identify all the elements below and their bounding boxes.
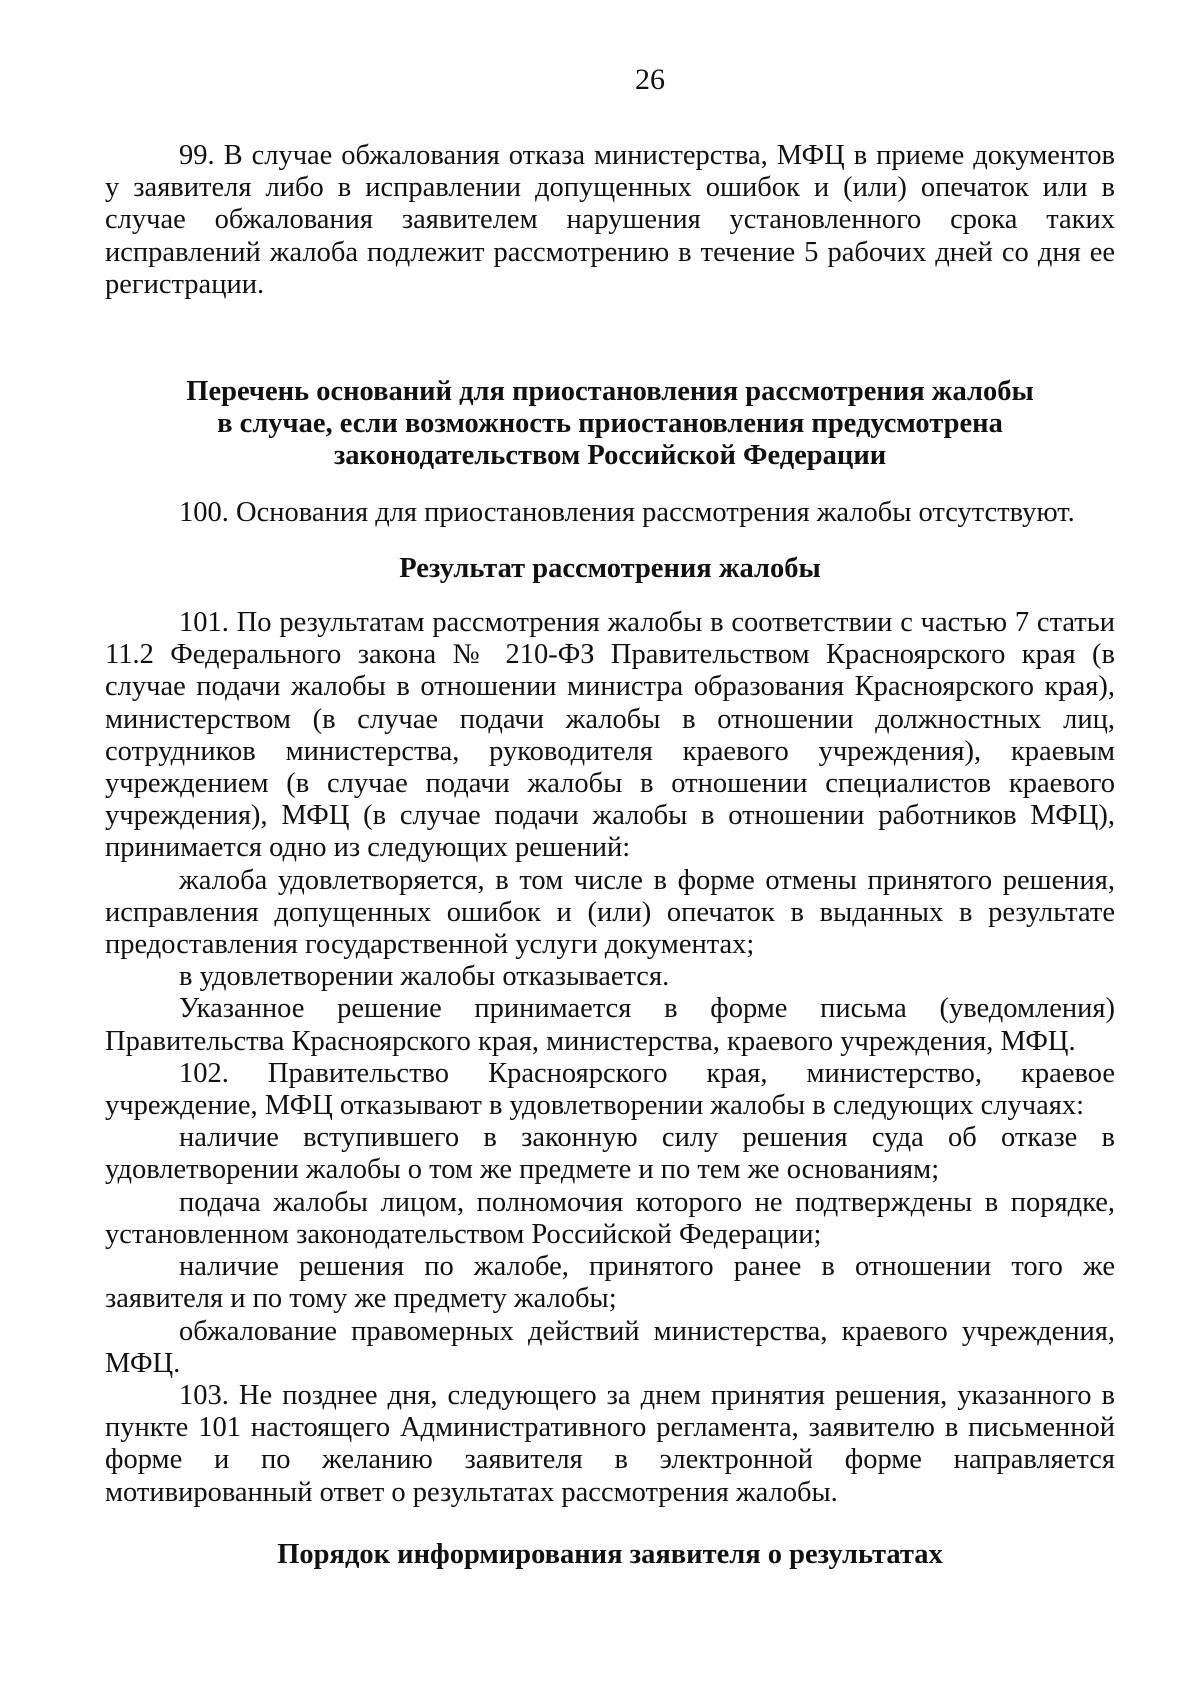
paragraph-decision-refused: в удовлетворении жалобы отказывается. (179, 961, 670, 993)
paragraph-refusal-case-prior-decision: наличие решения по жалобе, принятого ранее в отношении того же заявителя и по тому же предмету жалобы; (105, 1251, 1115, 1315)
paragraph-99: 99. В случае обжалования отказа министерства, МФЦ в приеме документов у заявителя либо в исправлении допущенных ошибок и (или) опечаток или в случае обжалования заявителем нарушения установленного срока таких исправлений жалоба подлежит рассмотрению в течение 5 рабочих дней со дня ее регистрации. (105, 140, 1115, 300)
paragraph-refusal-case-lawful-actions: обжалование правомерных действий министерства, краевого учреждения, МФЦ. (105, 1315, 1115, 1379)
paragraph-decision-form: Указанное решение принимается в форме письма (уведомления) Правительства Красноярского края, министерства, краевого учреждения, МФЦ. (105, 993, 1115, 1057)
paragraph-101: 101. По результатам рассмотрения жалобы в соответствии с частью 7 статьи 11.2 Федерального закона № 210-ФЗ Правительством Красноярского края (в случае подачи жалобы в отношении министра образования Красноярского края), министерством (в случае подачи жалобы в отношении должностных лиц, сотрудников министерства, руководителя краевого учреждения), краевым учреждением (в случае подачи жалобы в отношении специалистов краевого учреждения), МФЦ (в случае подачи жалобы в отношении работников МФЦ), принимается одно из следующих решений: (105, 607, 1115, 864)
paragraph-refusal-case-authority: подача жалобы лицом, полномочия которого не подтверждены в порядке, установленном законодательством Российской Федерации; (105, 1186, 1115, 1250)
document-body (105, 140, 1115, 1571)
heading-complaint-result: Результат рассмотрения жалобы (399, 552, 821, 584)
heading-line: в случае, если возможность приостановления предусмотрена (217, 408, 1003, 440)
paragraph-decision-satisfied: жалоба удовлетворяется, в том числе в форме отмены принятого решения, исправления допущенных ошибок и (или) опечаток в выданных в результате предоставления государственной услуги документах; (105, 864, 1115, 961)
heading-suspension-grounds (105, 376, 1115, 473)
paragraph-100: 100. Основания для приостановления рассмотрения жалобы отсутствуют. (179, 496, 1075, 528)
heading-line: Перечень оснований для приостановления рассмотрения жалобы (186, 376, 1034, 408)
page-number: 26 (635, 63, 665, 96)
paragraph-102: 102. Правительство Красноярского края, министерство, краевое учреждение, МФЦ отказывают в удовлетворении жалобы в следующих случаях: (105, 1057, 1115, 1122)
paragraph-refusal-case-court: наличие вступившего в законную силу решения суда об отказе в удовлетворении жалобы о том же предмете и по тем же основаниям; (105, 1122, 1115, 1186)
heading-line: законодательством Российской Федерации (333, 440, 887, 472)
paragraph-103: 103. Не позднее дня, следующего за днем принятия решения, указанного в пункте 101 настоящего Административного регламента, заявителю в письменной форме и по желанию заявителя в электронной форме направляется мотивированный ответ о результатах рассмотрения жалобы. (105, 1379, 1115, 1508)
heading-inform-applicant: Порядок информирования заявителя о результатах (277, 1538, 943, 1570)
